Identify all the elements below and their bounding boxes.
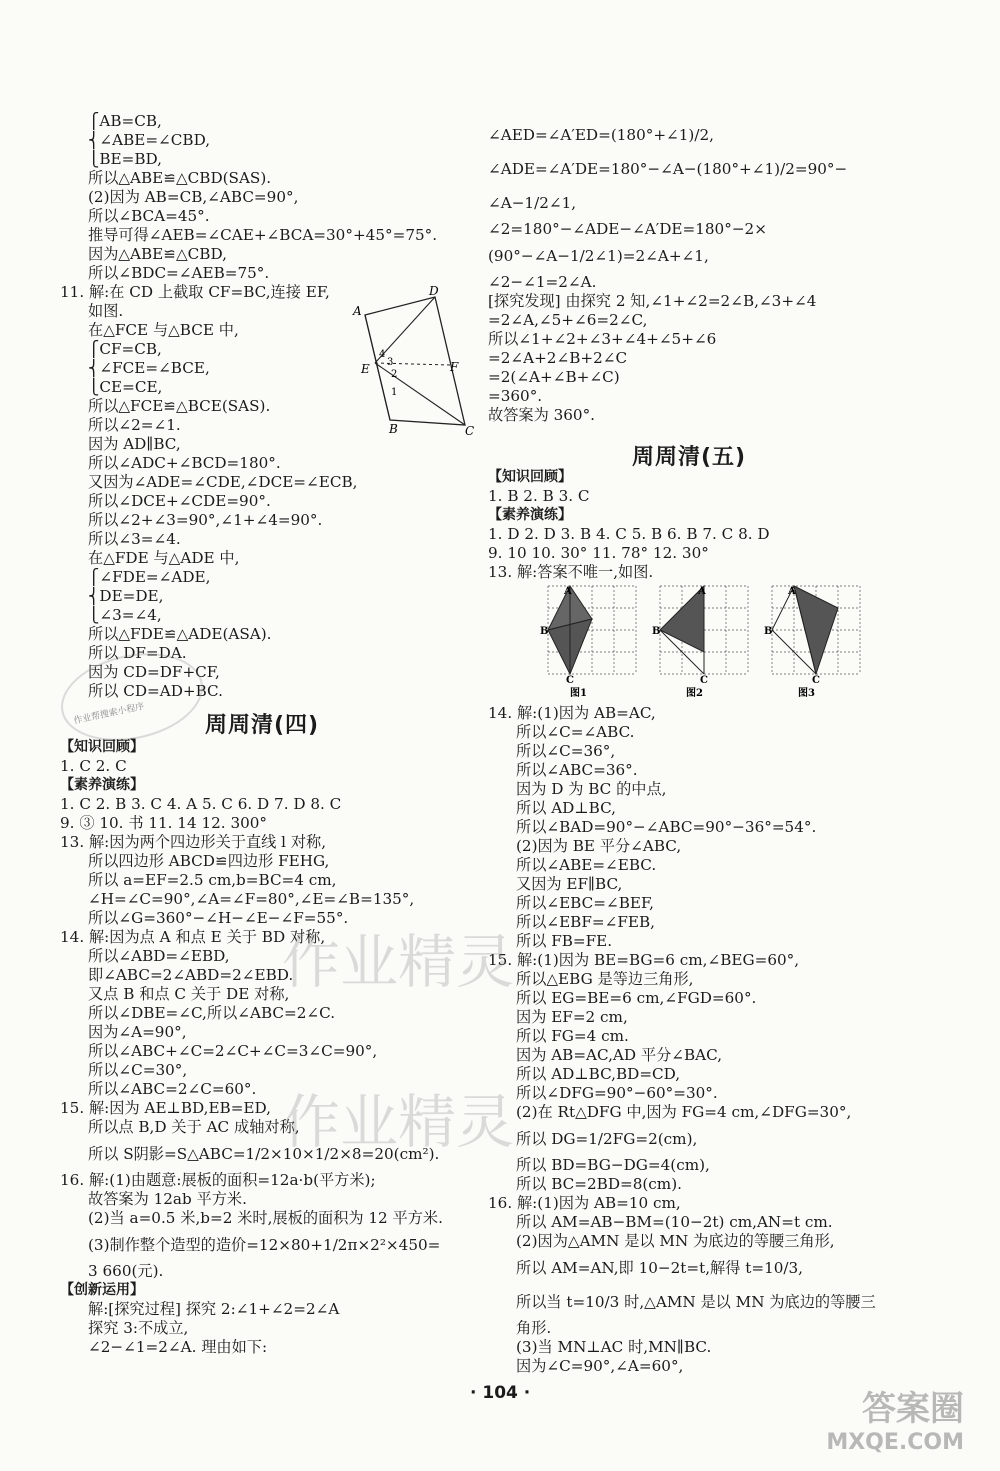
text-line: ⎨DE=DE, — [88, 587, 164, 605]
text-line: 所以 AM=AN,即 10−2t=t,解得 t=10/3, — [516, 1259, 804, 1277]
grid3-label: B — [764, 626, 773, 637]
text-line: 15. 解:因为 AE⊥BD,EB=ED, — [60, 1099, 271, 1117]
text-line: ⎧CF=CB, — [88, 340, 162, 358]
fig11-label: 2 — [391, 369, 398, 380]
text-line: 又因为 EF∥BC, — [516, 875, 623, 893]
text-line: 14. 解:因为点 A 和点 E 关于 BD 对称, — [60, 928, 326, 946]
text-line: (2)因为△AMN 是以 MN 为底边的等腰三角形, — [516, 1232, 835, 1250]
text-line: =360°. — [488, 387, 543, 405]
grid1-label: C — [566, 675, 574, 686]
text-line: ⎩∠3=∠4, — [88, 606, 162, 624]
text-line: 所以 EG=BE=6 cm,∠FGD=60°. — [516, 989, 757, 1007]
text-line: ∠H=∠C=90°,∠A=∠F=80°,∠E=∠B=135°, — [88, 890, 415, 908]
text-line: 所以 BC=2BD=8(cm). — [516, 1175, 682, 1193]
text-line: 【知识回顾】 — [60, 739, 144, 755]
grid-figure-3 — [764, 582, 864, 700]
text-line: 所以∠BCA=45°. — [88, 207, 210, 225]
text-line: ∠ADE=∠A′DE=180°−∠A−(180°+∠1)/2=90°− — [488, 160, 848, 178]
text-line: 所以 FG=4 cm. — [516, 1027, 629, 1045]
text-line: 所以∠3=∠4. — [88, 530, 181, 548]
fig11-label: B — [389, 422, 398, 435]
fig11-label: D — [429, 285, 439, 298]
text-line: 所以∠ABE=∠EBC. — [516, 856, 657, 874]
text-line: 所以点 B,D 关于 AC 成轴对称, — [88, 1118, 300, 1136]
text-line: 因为 EF=2 cm, — [516, 1008, 628, 1026]
text-line: 【创新运用】 — [60, 1282, 144, 1298]
text-line: 所以 DG=1/2FG=2(cm), — [516, 1130, 698, 1148]
text-line: 所以∠DBE=∠C,所以∠ABC=2∠C. — [88, 1004, 336, 1022]
text-line: 所以∠BDC=∠AEB=75°. — [88, 264, 270, 282]
grid2-label: C — [700, 675, 708, 686]
fig11-label: A — [353, 304, 362, 318]
right-column-bottom — [488, 704, 953, 1376]
text-line: 所以∠ABC+∠C=2∠C+∠C=3∠C=90°, — [88, 1042, 378, 1060]
text-line: 1. C 2. C — [60, 757, 127, 775]
text-line: ∠2−∠1=2∠A. — [488, 273, 597, 291]
text-line: (90°−∠A−1/2∠1)=2∠A+∠1, — [488, 247, 709, 265]
text-line: 所以△EBG 是等边三角形, — [516, 970, 694, 988]
text-line: 14. 解:(1)因为 AB=AC, — [488, 704, 656, 722]
text-line: 所以 AD⊥BC,BD=CD, — [516, 1065, 681, 1083]
text-line: 推导可得∠AEB=∠CAE+∠BCA=30°+45°=75°. — [88, 226, 438, 244]
corner-watermark-url: MXQE.COM — [826, 1430, 964, 1455]
text-line: 16. 解:(1)由题意:展板的面积=12a·b(平方米); — [60, 1171, 376, 1189]
text-line: 因为 AB=AC,AD 平分∠BAC, — [516, 1046, 723, 1064]
text-line: 所以∠EBF=∠FEB, — [516, 913, 655, 931]
text-line: 所以∠DFG=90°−60°=30°. — [516, 1084, 718, 1102]
text-line: ∠2=180°−∠ADE−∠A′DE=180°−2× — [488, 220, 767, 238]
text-line: 因为 AD∥BC, — [88, 435, 181, 453]
right-column — [488, 118, 953, 425]
text-line: 13. 解:答案不唯一,如图. — [488, 563, 654, 581]
text-line: ⎩CE=CE, — [88, 378, 163, 396]
text-line: 解:[探究过程] 探究 2:∠1+∠2=2∠A — [88, 1300, 340, 1318]
watermark-text: 作业精灵 — [282, 1088, 515, 1156]
text-line: 所以∠2+∠3=90°,∠1+∠4=90°. — [88, 511, 323, 529]
text-line: 【知识回顾】 — [488, 469, 572, 485]
grid2-label: A — [698, 586, 706, 597]
text-line: ∠A−1/2∠1, — [488, 194, 577, 212]
text-line: 3 660(元). — [88, 1262, 164, 1280]
text-line: 在△FDE 与△ADE 中, — [88, 549, 240, 567]
text-line: 9. ③ 10. 书 11. 14 12. 300° — [60, 814, 268, 832]
corner-watermark — [826, 1381, 964, 1455]
text-line: 故答案为 360°. — [488, 406, 595, 424]
text-line: ⎩BE=BD, — [88, 150, 162, 168]
text-line: ⎧AB=CB, — [88, 112, 162, 130]
grid3-caption: 图3 — [798, 688, 815, 699]
text-line: 即∠ABC=2∠ABD=2∠EBD. — [88, 966, 294, 984]
text-line: 所以 S阴影=S△ABC=1/2×10×1/2×8=20(cm²). — [88, 1145, 440, 1163]
fig11-label: 3 — [387, 357, 394, 368]
text-line: 1. C 2. B 3. C 4. A 5. C 6. D 7. D 8. C — [60, 795, 342, 813]
text-line: 所以∠EBC=∠BEF, — [516, 894, 654, 912]
grid-figures — [540, 582, 870, 700]
text-line: 所以∠DCE+∠CDE=90°. — [88, 492, 271, 510]
text-line: 探究 3:不成立, — [88, 1319, 189, 1337]
text-line: =2∠A,∠5+∠6=2∠C, — [488, 311, 648, 329]
text-line: 所以△FDE≌△ADE(ASA). — [88, 625, 272, 643]
text-line: 所以∠ADC+∠BCD=180°. — [88, 454, 281, 472]
text-line: (3)当 MN⊥AC 时,MN∥BC. — [516, 1338, 712, 1356]
text-line: 角形. — [516, 1319, 552, 1337]
text-line: 因为 D 为 BC 的中点, — [516, 780, 667, 798]
text-line: 所以 CD=AD+BC. — [88, 682, 223, 700]
text-line: 所以∠BAD=90°−∠ABC=90°−36°=54°. — [516, 818, 817, 836]
text-line: 所以∠C=∠ABC. — [516, 723, 635, 741]
text-line: 11. 解:在 CD 上截取 CF=BC,连接 EF, — [60, 283, 330, 301]
text-line: 所以∠ABC=2∠C=60°. — [88, 1080, 257, 1098]
text-line: 9. 10 10. 30° 11. 78° 12. 30° — [488, 544, 709, 562]
text-line: (2)因为 BE 平分∠ABC, — [516, 837, 682, 855]
text-line: 15. 解:(1)因为 BE=BG=6 cm,∠BEG=60°, — [488, 951, 800, 969]
text-line: (2)因为 AB=CB,∠ABC=90°, — [88, 188, 299, 206]
text-line: =2∠A+2∠B+2∠C — [488, 349, 628, 367]
grid3-label: C — [812, 675, 820, 686]
text-line: 16. 解:(1)因为 AB=10 cm, — [488, 1194, 681, 1212]
grid3-label: A — [788, 586, 796, 597]
text-line: 所以∠1+∠2+∠3+∠4+∠5+∠6 — [488, 330, 717, 348]
text-line: 又点 B 和点 C 关于 DE 对称, — [88, 985, 290, 1003]
fig11-label: 1 — [391, 387, 398, 398]
fig11-label: C — [465, 424, 475, 435]
text-line: 所以 AM=AB−BM=(10−2t) cm,AN=t cm. — [516, 1213, 833, 1231]
text-line: 因为△ABE≌△CBD, — [88, 245, 227, 263]
corner-watermark-logo: 答案圈 — [862, 1389, 964, 1429]
text-line: 【素养演练】 — [60, 777, 144, 793]
text-line: 所以∠ABC=36°. — [516, 761, 638, 779]
text-line: 所以∠G=360°−∠H−∠E−∠F=55°. — [88, 909, 349, 927]
right-mid-lines — [488, 468, 953, 582]
text-line: 所以 BD=BG−DG=4(cm), — [516, 1156, 710, 1174]
grid1-label: B — [540, 626, 549, 637]
figure-problem-11 — [345, 285, 475, 435]
fig11-label: F — [450, 360, 459, 374]
page-number: · 104 · — [470, 1383, 531, 1403]
grid-figure-2 — [652, 582, 752, 700]
text-line: 因为 CD=DF+CF, — [88, 663, 220, 681]
text-line: (2)当 a=0.5 米,b=2 米时,展板的面积为 12 平方米. — [88, 1209, 443, 1227]
text-line: ⎨∠ABE=∠CBD, — [88, 131, 211, 149]
stamp-text: 作业帮搜索小程序 — [72, 701, 146, 727]
text-line: 所以 AD⊥BC, — [516, 799, 616, 817]
text-line: 所以∠C=30°, — [88, 1061, 188, 1079]
text-line: 所以∠2=∠1. — [88, 416, 181, 434]
text-line: 所以 a=EF=2.5 cm,b=BC=4 cm, — [88, 871, 337, 889]
text-line: 【素养演练】 — [488, 507, 572, 523]
text-line: 13. 解:因为两个四边形关于直线 l 对称, — [60, 833, 327, 851]
section-title-week5: 周周清(五) — [632, 445, 747, 470]
text-line: 所以△FCE≌△BCE(SAS). — [88, 397, 271, 415]
text-line: 如图. — [88, 302, 124, 320]
watermark-text: 作业精灵 — [282, 928, 515, 996]
right-bottom-lines — [488, 704, 953, 1376]
text-line: 因为∠C=90°,∠A=60°, — [516, 1357, 684, 1375]
section-title-week4: 周周清(四) — [205, 713, 320, 738]
grid1-caption: 图1 — [570, 688, 587, 699]
text-line: 在△FCE 与△BCE 中, — [88, 321, 239, 339]
grid1-label: A — [564, 586, 572, 597]
fig11-label: 4 — [379, 349, 386, 360]
fig11-label: E — [361, 362, 370, 376]
text-line: 又因为∠ADE=∠CDE,∠DCE=∠ECB, — [88, 473, 358, 491]
right-column-mid — [488, 468, 953, 582]
text-line: [探究发现] 由探究 2 知,∠1+∠2=2∠B,∠3+∠4 — [488, 292, 817, 310]
text-line: 因为∠A=90°, — [88, 1023, 187, 1041]
text-line: ∠AED=∠A′ED=(180°+∠1)/2, — [488, 126, 714, 144]
left-column-bottom — [60, 738, 470, 1357]
text-line: 所以 DF=DA. — [88, 644, 187, 662]
text-line: 1. D 2. D 3. B 4. C 5. B 6. B 7. C 8. D — [488, 525, 770, 543]
text-line: 所以△ABE≌△CBD(SAS). — [88, 169, 272, 187]
grid2-caption: 图2 — [686, 688, 703, 699]
text-line: 所以∠ABD=∠EBD, — [88, 947, 230, 965]
left-bottom-lines — [60, 738, 470, 1357]
text-line: (2)在 Rt△DFG 中,因为 FG=4 cm,∠DFG=30°, — [516, 1103, 852, 1121]
text-line: (3)制作整个造型的造价=12×80+1/2π×2²×450= — [88, 1236, 441, 1254]
grid-figure-1 — [540, 582, 640, 700]
text-line: ∠2−∠1=2∠A. 理由如下: — [88, 1338, 268, 1356]
right-top-lines — [488, 118, 953, 425]
text-line: 所以 FB=FE. — [516, 932, 613, 950]
text-line: 所以四边形 ABCD≌四边形 FEHG, — [88, 852, 330, 870]
text-line: ⎨∠FCE=∠BCE, — [88, 359, 210, 377]
text-line: 所以∠C=36°, — [516, 742, 616, 760]
text-line: 所以当 t=10/3 时,△AMN 是以 MN 为底边的等腰三 — [516, 1293, 876, 1311]
grid2-label: B — [652, 626, 661, 637]
text-line: ⎧∠FDE=∠ADE, — [88, 568, 211, 586]
text-line: 1. B 2. B 3. C — [488, 487, 590, 505]
text-line: 故答案为 12ab 平方米. — [88, 1190, 247, 1208]
text-line: =2(∠A+∠B+∠C) — [488, 368, 620, 386]
